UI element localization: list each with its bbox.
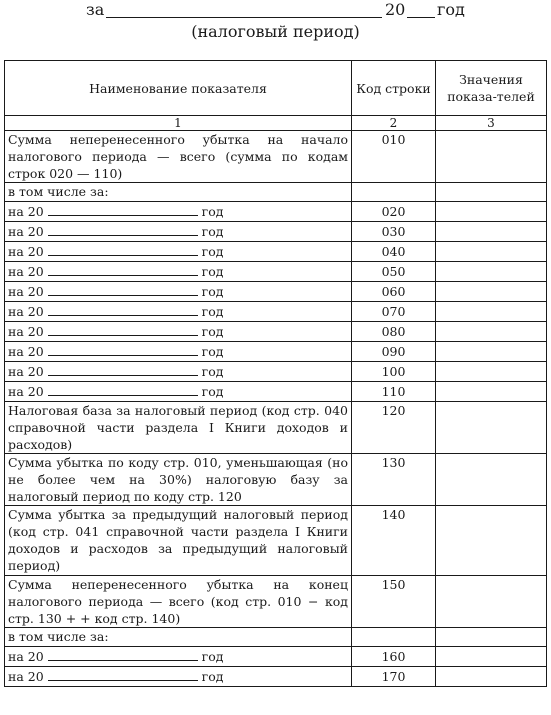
period-caption: (налоговый период) [191,22,360,41]
year-row-label [5,322,352,342]
table-row [5,576,547,628]
column-header-indicator: Наименование показателя [5,61,352,116]
year-suffix: год [201,224,224,239]
row-code: 160 [352,647,436,667]
year-suffix: год [201,264,224,279]
value-cell[interactable] [436,576,547,628]
table-row [5,262,547,282]
za-label: за [86,0,105,19]
year-blank-line[interactable] [48,203,198,216]
year-row-label [5,302,352,322]
year-suffix: год [201,304,224,319]
value-cell[interactable] [436,647,547,667]
year-prefix: на 20 [8,244,44,259]
year-prefix: на 20 [8,264,44,279]
indicator-description: Сумма убытка за предыдущий налоговый период (код стр. 041 справочной части раздела I Книги доходов и расходов за предыдущий налоговый период) [5,506,352,576]
value-cell[interactable] [436,628,547,647]
value-cell[interactable] [436,402,547,454]
year-prefix: на 20 [8,364,44,379]
year-blank-line[interactable] [48,243,198,256]
column-header-values: Значения показа-телей [436,61,547,116]
year-suffix: год [201,324,224,339]
row-code: 130 [352,454,436,506]
row-code: 170 [352,667,436,687]
year-row-label [5,202,352,222]
row-code: 100 [352,362,436,382]
table-row [5,382,547,402]
period-line [0,0,551,22]
year-blank-line[interactable] [48,343,198,356]
year-suffix: год [201,284,224,299]
value-cell[interactable] [436,342,547,362]
table-row [5,183,547,202]
row-code [352,183,436,202]
year-suffix: год [201,669,224,684]
row-code: 140 [352,506,436,576]
year-prefix: на 20 [8,284,44,299]
value-cell[interactable] [436,454,547,506]
year-blank-line[interactable] [48,283,198,296]
table-row [5,131,547,183]
value-cell[interactable] [436,131,547,183]
value-cell[interactable] [436,222,547,242]
year-prefix: на 20 [8,344,44,359]
table-row [5,402,547,454]
table-row [5,322,547,342]
value-cell[interactable] [436,242,547,262]
year-row-label [5,382,352,402]
indicator-description: Сумма неперенесенного убытка на конец налогового периода — всего (код стр. 010 − код стр. 130 + + код стр. 140) [5,576,352,628]
row-code [352,628,436,647]
table-row [5,506,547,576]
value-cell[interactable] [436,202,547,222]
year-prefix: на 20 [8,669,44,684]
column-number: 1 [5,116,352,131]
year-blank-line[interactable] [48,648,198,661]
year-suffix: год [201,649,224,664]
row-code: 060 [352,282,436,302]
subheading: в том числе за: [5,628,352,647]
year-suffix: год [201,364,224,379]
year-row-label [5,222,352,242]
table-row [5,342,547,362]
year-blank-line[interactable] [48,363,198,376]
year-row-label [5,342,352,362]
year-prefix: на 20 [8,649,44,664]
row-code: 010 [352,131,436,183]
year-blank-line[interactable] [48,263,198,276]
row-code: 030 [352,222,436,242]
indicator-description: Сумма убытка по коду стр. 010, уменьшающая (но не более чем на 30%) налоговую базу за налоговый период по коду стр. 120 [5,454,352,506]
period-blank-line[interactable] [106,17,382,18]
year-prefix: на 20 [8,204,44,219]
table-row [5,282,547,302]
subheading: в том числе за: [5,183,352,202]
year-prefix: на 20 [8,224,44,239]
year-blank-line[interactable] [48,668,198,681]
year-suffix: год [201,344,224,359]
row-code: 110 [352,382,436,402]
year-suffix: год [201,244,224,259]
value-cell[interactable] [436,362,547,382]
row-code: 120 [352,402,436,454]
table-row [5,302,547,322]
table-header-row [5,61,547,116]
table-row [5,628,547,647]
value-cell[interactable] [436,282,547,302]
year-blank-line[interactable] [48,303,198,316]
value-cell[interactable] [436,302,547,322]
year-row-label [5,647,352,667]
year-blank-line[interactable] [407,17,435,18]
year-row-label [5,262,352,282]
value-cell[interactable] [436,322,547,342]
year-prefix: на 20 [8,304,44,319]
year-prefix: на 20 [8,384,44,399]
table-row [5,454,547,506]
year-suffix: год [201,204,224,219]
table-row [5,667,547,687]
row-code: 020 [352,202,436,222]
row-code: 080 [352,322,436,342]
year-row-label [5,667,352,687]
value-cell[interactable] [436,183,547,202]
indicator-description: Налоговая база за налоговый период (код стр. 040 справочной части раздела I Книги доходов и расходов) [5,402,352,454]
column-number-row [5,116,547,131]
table-row [5,222,547,242]
table-row [5,647,547,667]
row-code: 050 [352,262,436,282]
column-number: 2 [352,116,436,131]
row-code: 150 [352,576,436,628]
table-row [5,242,547,262]
value-cell[interactable] [436,506,547,576]
row-code: 040 [352,242,436,262]
year-blank-line[interactable] [48,383,198,396]
row-code: 090 [352,342,436,362]
value-cell[interactable] [436,262,547,282]
year-blank-line[interactable] [48,223,198,236]
loss-carryforward-table [4,60,547,687]
year-prefix: на 20 [8,324,44,339]
god-label: год [437,0,465,19]
year-suffix: год [201,384,224,399]
year-blank-line[interactable] [48,323,198,336]
column-number: 3 [436,116,547,131]
row-code: 070 [352,302,436,322]
table-row [5,202,547,222]
value-cell[interactable] [436,382,547,402]
year-row-label [5,242,352,262]
table-row [5,362,547,382]
indicator-description: Сумма неперенесенного убытка на начало налогового периода — всего (сумма по кодам строк 020 — 110) [5,131,352,183]
year-row-label [5,362,352,382]
value-cell[interactable] [436,667,547,687]
column-header-code: Код строки [352,61,436,116]
year-prefix: 20 [385,0,406,19]
year-row-label [5,282,352,302]
